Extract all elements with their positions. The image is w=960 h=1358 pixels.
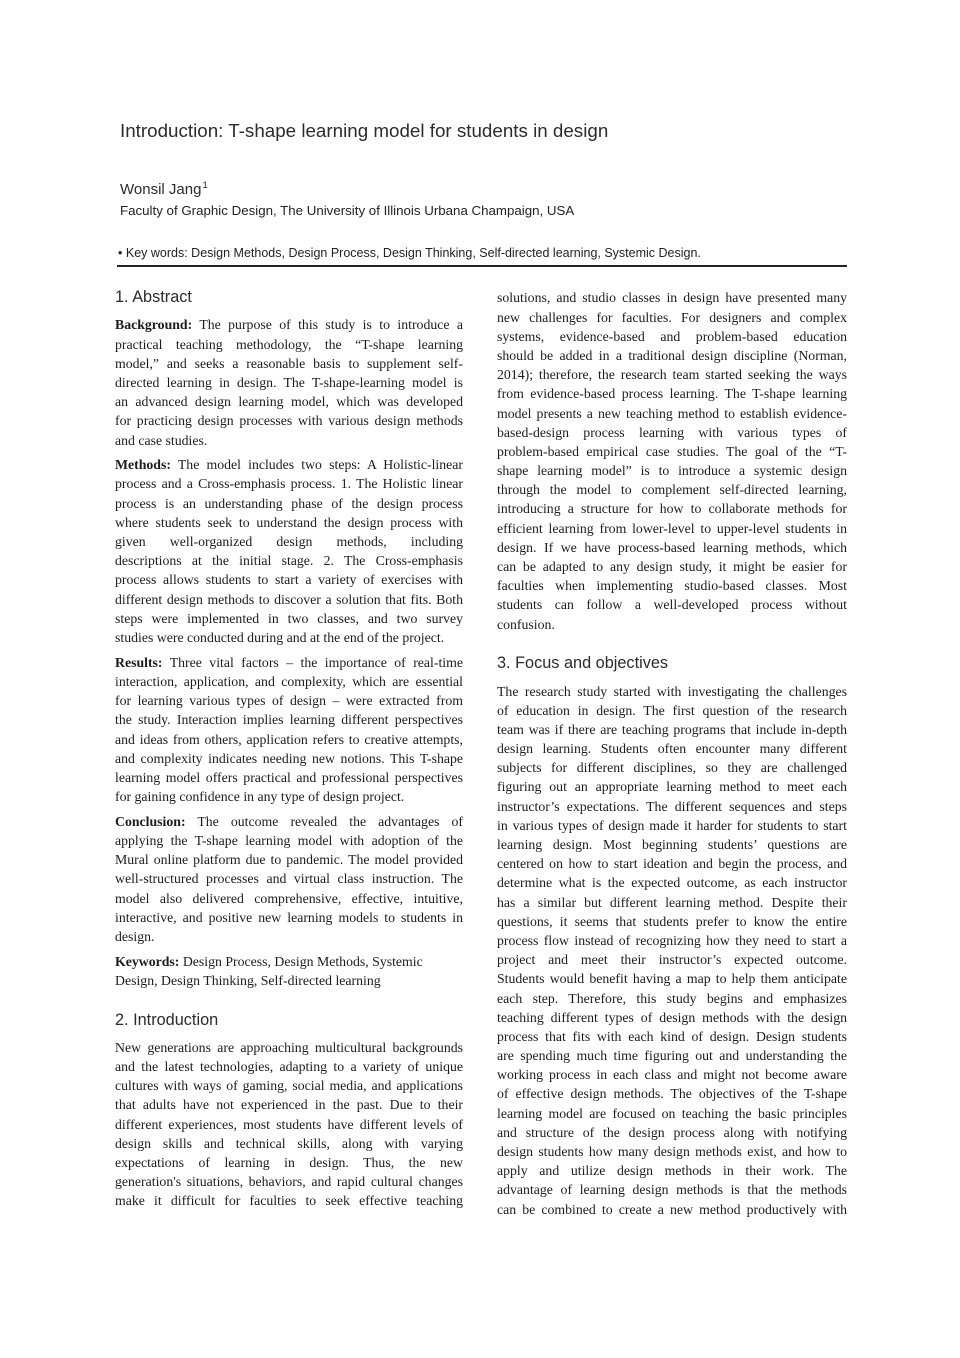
abstract-conclusion-paragraph: [115, 812, 463, 946]
text-line: model also delivered comprehensive, effective, intuitive,: [115, 890, 463, 906]
abstract-methods-paragraph: [115, 455, 463, 647]
text-line: centered on how to start ideation and begin the process, and: [497, 856, 847, 872]
right-column: [497, 288, 847, 1224]
abstract-background-paragraph: [115, 315, 463, 449]
text-line: process is an understanding phase of the design process: [115, 495, 463, 511]
text-line: learning design. Most beginning students’ questions are: [497, 837, 847, 853]
text-line: Design, Design Thinking, Self-directed learning: [115, 972, 381, 988]
text-line: design students how many design methods exist, and how to: [497, 1144, 847, 1160]
text-line: can be combined to create a new method productively with: [497, 1201, 847, 1217]
text-line: given well-organized design methods, including: [115, 534, 463, 550]
introduction-paragraph-part1: [115, 1038, 463, 1211]
text-line: for learning various types of design – were extracted from: [115, 693, 463, 709]
text-line: new challenges for faculties. For designers and complex: [497, 309, 847, 325]
text-line: the study. Interaction implies learning different perspectives: [115, 712, 463, 728]
text-line: and structure of the design process along with notifying: [497, 1124, 847, 1140]
text-line: Methods: The model includes two steps: A Holistic-linear: [115, 457, 463, 473]
text-line: studies were conducted during and at the end of the project.: [115, 629, 445, 645]
text-line: applying the T-shape learning model with adoption of the: [115, 833, 463, 849]
text-line: and complexity indicates needing new notions. This T-shape: [115, 750, 463, 766]
text-line: design. If we have process-based learning methods, which: [497, 539, 847, 555]
text-line: based-design process learning with various types of: [497, 424, 847, 440]
left-column: [115, 287, 463, 1216]
text-line: learning model offers practical and professional perspectives: [115, 769, 463, 785]
text-line: questions, it seems that students prefer to know the entire: [497, 913, 847, 929]
text-line: Keywords: Design Process, Design Methods, Systemic: [115, 953, 423, 969]
text-line: Conclusion: The outcome revealed the advantages of: [115, 813, 463, 829]
text-line: process allows students to start a variety of exercises with: [115, 572, 463, 588]
paragraph-label: Methods:: [115, 457, 171, 473]
text-line: of education in design. The first question of the research: [497, 702, 847, 718]
text-line: interactive, and positive new learning models to students in: [115, 909, 463, 925]
keywords-line: [118, 244, 701, 262]
text-line: expectations of learning in design. Thus, the new: [115, 1155, 463, 1171]
text-line: different design methods to discover a solution that fits. Both: [115, 591, 463, 607]
introduction-paragraph-part2: [497, 288, 847, 633]
text-line: an advanced design learning model, which was developed: [115, 394, 463, 410]
text-line: instructor’s expectations. The different sequences and steps: [497, 798, 847, 814]
text-line: well-structured processes and virtual class instruction. The: [115, 871, 463, 887]
author-affiliation: Faculty of Graphic Design, The University of Illinois Urbana Champaign, USA: [120, 203, 575, 218]
text-line: process and a Cross-emphasis process. 1. The Holistic linear: [115, 476, 463, 492]
text-line: has a similar but different learning method. Despite their: [497, 894, 847, 910]
section-heading-focus: 3. Focus and objectives: [497, 654, 669, 673]
text-line: confusion.: [497, 616, 555, 632]
text-line: generation's situations, behaviors, and rapid cultural changes: [115, 1174, 463, 1190]
text-line: through the model to complement self-directed learning,: [497, 482, 847, 498]
text-line: working process in each class and might not become aware: [497, 1067, 847, 1083]
paragraph-label: Conclusion:: [115, 813, 186, 829]
text-line: faculties when implementing studio-based classes. Most: [497, 578, 847, 594]
text-line: project and meet their instructor’s expected outcome.: [497, 952, 847, 968]
text-line: Background: The purpose of this study is to introduce a: [115, 317, 463, 333]
text-line: figuring out an appropriate learning method to meet each: [497, 779, 847, 795]
text-line: introducing a structure for how to collaborate methods for: [497, 501, 847, 517]
text-line: steps were implemented in two classes, and two survey: [115, 610, 463, 626]
text-line: descriptions at the initial stage. 2. The Cross-emphasis: [115, 553, 463, 569]
paragraph-label: Background:: [115, 317, 193, 333]
text-line: team was if there are teaching programs that include in-depth: [497, 721, 847, 737]
text-line: New generations are approaching multicultural backgrounds: [115, 1039, 463, 1055]
text-line: where students seek to understand the design process with: [115, 514, 463, 530]
text-line: cultures with ways of gaming, social media, and applications: [115, 1078, 463, 1094]
text-line: different experiences, most students have different levels of: [115, 1116, 463, 1132]
text-line: directed learning in design. The T-shape-learning model is: [115, 374, 463, 390]
text-line: students can follow a well-developed process without: [497, 597, 847, 613]
keywords-text: Key words: Design Methods, Design Process, Design Thinking, Self-directed learning, Systemic Design.: [125, 246, 701, 260]
text-line: should be added in a traditional design discipline (Norman,: [497, 347, 847, 363]
text-line: each step. Therefore, this study begins and emphasizes: [497, 990, 847, 1006]
text-line: Students would benefit having a map to help them anticipate: [497, 971, 847, 987]
bullet-icon: •: [118, 246, 123, 260]
text-line: efficient learning from lower-level to upper-level students in: [497, 520, 847, 536]
text-line: practical teaching methodology, the “T-shape learning: [115, 336, 463, 352]
focus-paragraph: [497, 682, 847, 1219]
text-line: The research study started with investigating the challenges: [497, 683, 847, 699]
text-line: apply and utilize design methods in their work. The: [497, 1163, 847, 1179]
paper-title: Introduction: T-shape learning model for students in design: [120, 120, 609, 141]
author-line: [120, 180, 208, 200]
paragraph-label: Results:: [115, 654, 163, 670]
text-line: in various types of design made it harder for students to start: [497, 817, 847, 833]
text-line: solutions, and studio classes in design have presented many: [497, 290, 847, 306]
section-heading-abstract: 1. Abstract: [115, 288, 192, 306]
text-line: can be adapted to any design study, it might be easier for: [497, 559, 847, 575]
paragraph-label: Keywords:: [115, 953, 180, 969]
text-line: for gaining confidence in any type of design project.: [115, 789, 405, 805]
text-line: are spending much time figuring out and understanding the: [497, 1048, 847, 1064]
abstract-results-paragraph: [115, 653, 463, 807]
text-line: process flow instead of recognizing how they need to start a: [497, 932, 847, 948]
section-heading-introduction: 2. Introduction: [115, 1010, 219, 1029]
text-line: and ideas from others, application refers to creative attempts,: [115, 731, 463, 747]
text-line: design.: [115, 928, 155, 944]
text-line: learning model are focused on teaching the basic principles: [497, 1105, 847, 1121]
text-line: and case studies.: [115, 432, 208, 448]
text-line: model presents a new teaching method to establish evidence-: [497, 405, 847, 421]
text-line: shape learning model” is to introduce a systemic design: [497, 463, 847, 479]
author-affiliation-marker: 1: [202, 180, 208, 191]
text-line: problem-based empirical case studies. The goal of the “T-: [497, 443, 847, 459]
text-line: Results: Three vital factors – the importance of real-time: [115, 654, 463, 670]
text-line: interaction, application, and complexity, which are essential: [115, 673, 463, 689]
text-line: Mural online platform due to pandemic. The model provided: [115, 852, 463, 868]
text-line: process that fits with each kind of design. Design students: [497, 1028, 847, 1044]
text-line: of effective design methods. The objectives of the T-shape: [497, 1086, 847, 1102]
text-line: make it difficult for faculties to seek effective teaching: [115, 1193, 463, 1209]
text-line: design skills and technical skills, along with varying: [115, 1135, 463, 1151]
text-line: determine what is the expected outcome, as each instructor: [497, 875, 847, 891]
text-line: that adults have not experienced in the past. Due to their: [115, 1097, 463, 1113]
author-name: Wonsil Jang: [120, 181, 202, 198]
text-line: model,” and seeks a reasonable basis to supplement self-: [115, 355, 463, 371]
text-line: for practicing design processes with various design methods: [115, 413, 463, 429]
text-line: systems, evidence-based and problem-based education: [497, 328, 847, 344]
text-line: teaching different types of design methods with the design: [497, 1009, 847, 1025]
text-line: design learning. Students often encounter many different: [497, 741, 847, 757]
text-line: from evidence-based process learning. The T-shape learning: [497, 386, 847, 402]
abstract-keywords-paragraph: [115, 952, 463, 990]
text-line: advantage of learning design methods is that the methods: [497, 1182, 847, 1198]
text-line: 2014); therefore, the research team started seeking the ways: [497, 367, 847, 383]
header-divider: [117, 265, 847, 267]
text-line: and the latest technologies, adapting to a variety of unique: [115, 1059, 463, 1075]
text-line: subjects for different disciplines, so they are challenged: [497, 760, 847, 776]
